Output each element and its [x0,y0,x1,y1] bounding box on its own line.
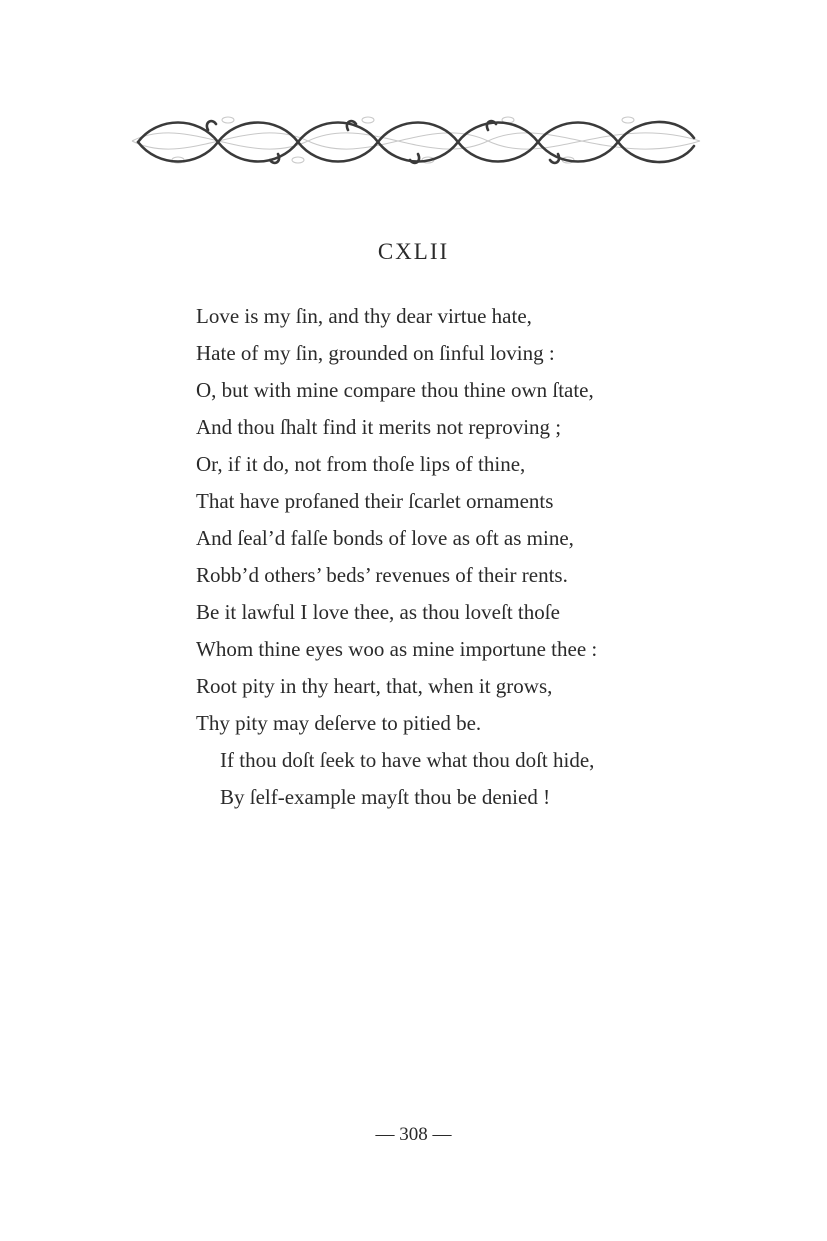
poem-line: That have profaned their ſcarlet ornaments [196,489,554,513]
poem-line: Whom thine eyes woo as mine importune thee : [196,637,598,661]
scroll-flourish-icon [128,108,704,174]
sonnet-number: CXLII [377,239,450,264]
poem-line: Hate of my ſin, grounded on ſinful loving : [196,341,555,365]
decorative-ornament-header [128,108,704,174]
poem-line: O, but with mine compare thou thine own ſtate, [196,378,594,402]
poem-line: And thou ſhalt find it merits not reproving ; [196,415,562,439]
poem-line: Or, if it do, not from thoſe lips of thine, [196,452,526,476]
couplet-line: By ſelf-example mayſt thou be denied ! [220,785,551,809]
poem-line: Robb’d others’ beds’ revenues of their rents. [196,563,568,587]
couplet-line: If thou doſt ſeek to have what thou doſt hide, [220,748,595,772]
poem-line: And ſeal’d falſe bonds of love as oft as mine, [196,526,574,550]
sonnet-text [196,298,597,816]
poem-line: Be it lawful I love thee, as thou loveſt thoſe [196,600,560,624]
page-number: — 308 — [375,1124,452,1145]
poem-line: Love is my ſin, and thy dear virtue hate, [196,304,532,328]
poem-line: Thy pity may deſerve to pitied be. [196,711,482,735]
poem-line: Root pity in thy heart, that, when it grows, [196,674,553,698]
